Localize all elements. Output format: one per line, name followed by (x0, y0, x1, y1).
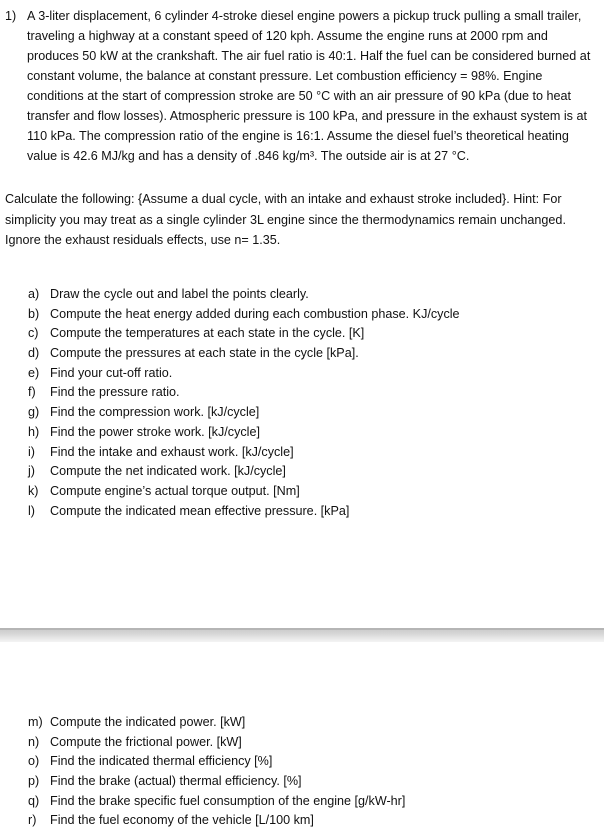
question-item (28, 462, 598, 482)
question-item (28, 443, 598, 463)
question-text: Compute the frictional power. [kW] (50, 734, 242, 749)
question-text: Compute the indicated power. [kW] (50, 715, 246, 729)
question-letter: d) (28, 346, 40, 361)
question-item (28, 344, 598, 364)
question-item (28, 285, 598, 305)
question-item (28, 383, 598, 403)
question-list-page-1 (28, 285, 598, 521)
question-item (28, 324, 598, 344)
question-text: Find the fuel economy of the vehicle [L/100 km] (50, 813, 314, 828)
question-letter: q) (28, 793, 40, 808)
question-item (28, 502, 598, 522)
question-letter: k) (28, 483, 39, 498)
question-item (28, 772, 598, 792)
question-text: Find the intake and exhaust work. [kJ/cycle] (50, 444, 294, 459)
question-item (28, 733, 598, 753)
question-letter: c) (28, 326, 39, 341)
question-letter: g) (28, 405, 40, 420)
problem-statement (5, 6, 601, 166)
question-item (28, 752, 598, 772)
question-text: Find the power stroke work. [kJ/cycle] (50, 424, 260, 439)
question-text: Compute the pressures at each state in the cycle [kPa]. (50, 346, 359, 361)
question-letter: o) (28, 754, 40, 769)
question-item (28, 811, 598, 831)
calculation-instructions: Calculate the following: {Assume a dual cycle, with an intake and exhaust stroke included}. Hint: For simplicity you may treat as a single cylinder 3L engine since the thermodynamics remain unchanged. Ignore the exhaust residuals effects, use n= 1.35. (5, 192, 566, 247)
problem-number: 1) (5, 9, 17, 23)
question-text: Compute engine’s actual torque output. [Nm] (50, 483, 300, 498)
question-item (28, 482, 598, 502)
question-letter: f) (28, 385, 36, 400)
question-text: Compute the heat energy added during each combustion phase. KJ/cycle (50, 306, 460, 321)
question-letter: n) (28, 734, 40, 749)
question-letter: h) (28, 424, 40, 439)
question-item (28, 792, 598, 812)
question-text: Find your cut-off ratio. (50, 365, 173, 380)
question-text: Find the brake specific fuel consumption of the engine [g/kW-hr] (50, 793, 406, 808)
question-item (28, 305, 598, 325)
question-item (28, 423, 598, 443)
question-text: Compute the net indicated work. [kJ/cycle] (50, 464, 286, 479)
page-break-line (0, 628, 604, 630)
question-letter: l) (28, 503, 35, 518)
page-break-divider (0, 628, 604, 642)
question-item (28, 713, 598, 733)
problem-text: A 3-liter displacement, 6 cylinder 4-stroke diesel engine powers a pickup truck pulling a small trailer, traveling a highway at a constant speed of 120 kph. Assume the engine runs at 2000 rpm and produces 50 kW at the crankshaft. The air fuel ratio is 40:1. Half the fuel can be considered burned at constant volume, the balance at constant pressure. Let combustion efficiency = 98%. Engine conditions at the start of compression stroke are 50 °C with an air pressure of 90 kPa (due to heat transfer and flow losses). Atmospheric pressure is 100 kPa, and pressure in the exhaust system is at 110 kPa. The compression ratio of the engine is 16:1. Assume the diesel fuel’s theoretical heating value is 42.6 MJ/kg and has a density of .846 kg/m³. The outside air is at 27 °C. (27, 9, 591, 163)
question-text: Find the pressure ratio. (50, 385, 180, 400)
question-text: Find the compression work. [kJ/cycle] (50, 405, 260, 420)
question-letter: j) (28, 464, 35, 479)
question-letter: m) (28, 715, 43, 729)
question-letter: a) (28, 287, 40, 301)
question-letter: i) (28, 444, 35, 459)
question-text: Find the indicated thermal efficiency [%] (50, 754, 273, 769)
question-item (28, 364, 598, 384)
question-letter: e) (28, 365, 40, 380)
question-text: Find the brake (actual) thermal efficiency. [%] (50, 774, 302, 789)
question-text: Compute the indicated mean effective pressure. [kPa] (50, 503, 350, 518)
question-text: Compute the temperatures at each state in the cycle. [K] (50, 326, 365, 341)
question-letter: p) (28, 774, 40, 789)
question-item (28, 403, 598, 423)
question-text: Draw the cycle out and label the points clearly. (50, 287, 309, 301)
question-letter: b) (28, 306, 40, 321)
question-list-page-2 (28, 713, 598, 831)
question-letter: r) (28, 813, 37, 828)
